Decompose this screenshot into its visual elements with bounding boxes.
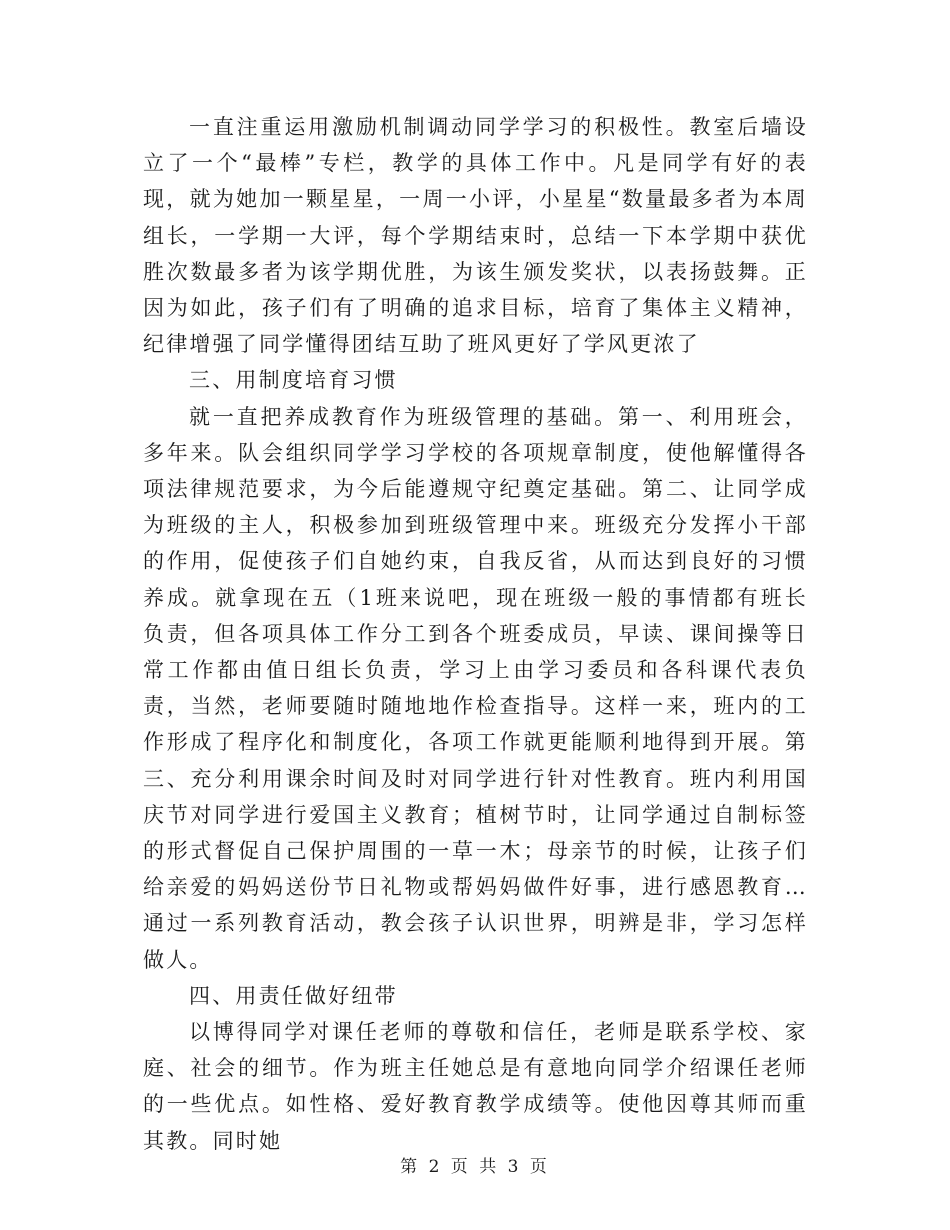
document-body — [143, 109, 808, 1159]
paragraph-responsibility: 以博得同学对课任老师的尊敬和信任，老师是联系学校、家庭、社会的细节。作为班主任她总是有意地向同学介绍课任老师的一些优点。如性格、爱好教育教学成绩等。使他因尊其师而重其教。同时她 — [143, 1020, 808, 1153]
section-heading-4: 四、用责任做好纽带 — [189, 983, 398, 1008]
page-number-footer: 第 2 页 共 3 页 — [400, 1157, 550, 1177]
paragraph-habits: 就一直把养成教育作为班级管理的基础。第一、利用班会，多年来。队会组织同学学习学校的各项规章制度，使他解懂得各项法律规范要求，为今后能遵规守纪奠定基础。第二、让同学成为班级的主人，积极参加到班级管理中来。班级充分发挥小干部的作用，促使孩子们自她约束，自我反省，从而达到良好的习惯养成。就拿现在五（1班来说吧，现在班级一般的事情都有班长负责，但各项具体工作分工到各个班委成员，早读、课间操等日常工作都由值日组长负责，学习上由学习委员和各科课代表负责，当然，老师要随时随地地作检查指导。这样一来，班内的工作形成了程序化和制度化，各项工作就更能顺利地得到开展。第三、充分利用课余时间及时对同学进行针对性教育。班内利用国庆节对同学进行爱国主义教育；植树节时，让同学通过自制标签的形式督促自己保护周围的一草一木；母亲节的时候，让孩子们给亲爱的妈妈送份节日礼物或帮妈妈做件好事，进行感恩教育…通过一系列教育活动，教会孩子认识世界，明辨是非，学习怎样做人。 — [143, 404, 808, 972]
section-heading-3: 三、用制度培育习惯 — [189, 368, 398, 393]
paragraph-incentive: 一直注重运用激励机制调动同学学习的积极性。教室后墙设立了一个“最棒”专栏，教学的具体工作中。凡是同学有好的表现，就为她加一颗星星，一周一小评，小星星“数量最多者为本周组长，一学期一大评，每个学期结束时，总结一下本学期中获优胜次数最多者为该学期优胜，为该生颁发奖状，以表扬鼓舞。正因为如此，孩子们有了明确的追求目标，培育了集体主义精神，纪律增强了同学懂得团结互助了班风更好了学风更浓了 — [143, 115, 808, 357]
